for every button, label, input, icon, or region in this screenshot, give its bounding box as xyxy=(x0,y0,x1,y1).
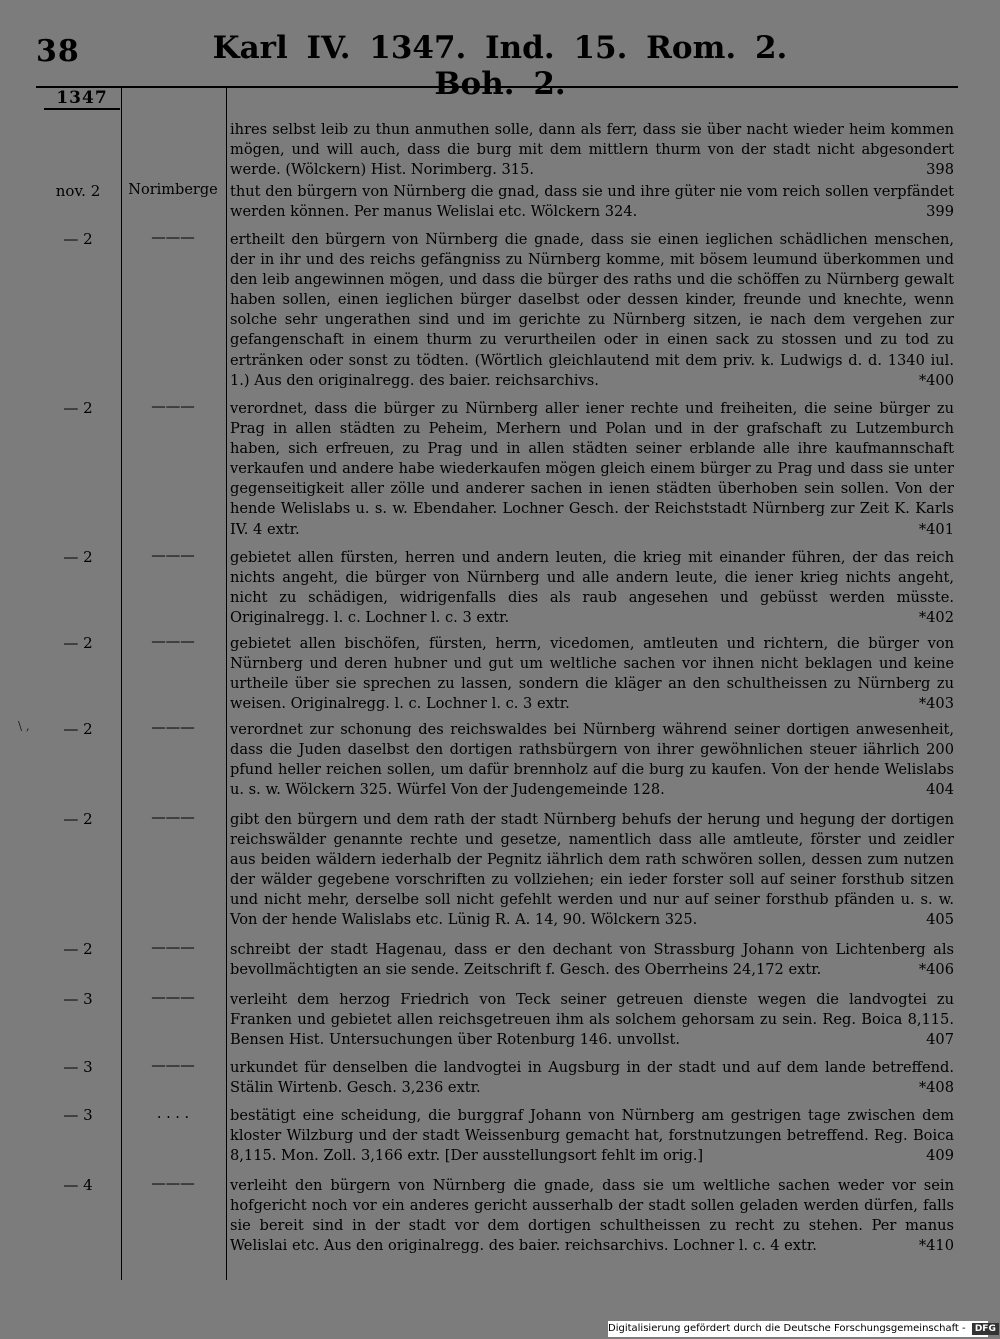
entry-date: — 2 xyxy=(63,940,93,958)
entry-text xyxy=(230,120,954,180)
entry-text xyxy=(230,1058,954,1098)
entry-text xyxy=(230,1106,954,1166)
page-header xyxy=(0,30,1000,102)
entry-date: — 4 xyxy=(63,1176,93,1194)
entry-number: *406 xyxy=(918,961,954,979)
entry-body: verleiht den bürgern von Nürnberg die gnade, dass sie um weltliche sachen weder vor sein hofgericht noch vor ein anderes gericht ausserhalb der stadt sollen geladen werden dürfen, falls sie bereit sind in der stadt vor dem dortigen schultheissen zu recht zu stehen. Per manus Welislai etc. Aus den originalregg. des baier. reichsarchivs. Lochner l. c. 4 extr. xyxy=(230,1177,954,1255)
entry-body: verordnet, dass die bürger zu Nürnberg aller iener rechte und freiheiten, die seine bürger zu Prag in allen städten zu Peheim, Merhern und Polan und in der grafschaft zu Lutzemburch haben, sich erfreuen, zu Prag und in allen städten seiner erblande alle ihre kaufmannschaft verkaufen und andere habe wiederkaufen mögen gleich einem bürger zu Prag und dass sie unter gegenseitigkeit aller zölle und anderer sachen in ienen städten überhoben sein sollen. Von der hende Welislabs u. s. w. Ebendaher. Lochner Gesch. der Reichststadt Nürnberg zur Zeit K. Karls IV. 4 extr. xyxy=(230,400,954,538)
year-label: 1347 xyxy=(44,88,120,110)
entry-body: urkundet für denselben die landvogtei in Augsburg in der stadt und auf dem lande betreffend. Stälin Wirtenb. Gesch. 3,236 extr. xyxy=(230,1059,954,1097)
entry-number: *401 xyxy=(918,520,954,538)
entry-number: 398 xyxy=(926,161,954,179)
entry-place: ——— xyxy=(151,810,195,826)
entry-place: ——— xyxy=(151,1058,195,1074)
entry-number: *410 xyxy=(918,1237,954,1255)
dfg-logo: DFG xyxy=(972,1323,999,1335)
entry-date: — 2 xyxy=(63,399,93,417)
entry-place: ——— xyxy=(151,990,195,1006)
entry-number: *403 xyxy=(918,695,954,713)
entry-body: schreibt der stadt Hagenau, dass er den dechant von Strassburg Johann von Lichtenberg als bevollmächtigten an sie sende. Zeitschrift f. Gesch. des Oberrheins 24,172 extr. xyxy=(230,941,954,979)
page-number: 38 xyxy=(36,34,80,69)
entry-text xyxy=(230,634,954,714)
entry-body: ertheilt den bürgern von Nürnberg die gnade, dass sie einen ieglichen schädlichen menschen, der in ihr und des reichs gefängniss zu Nürnberg komme, mit bösem leumund überkommen und den leib angewinnen mögen, und dass die bürger des raths und die schöffen zu Nürnberg gewalt haben sollen, einen ieglichen bürger daselbst oder dessen kinder, freunde und knechte, wenn solche sehr ungerathen sind und im gerichte zu Nürnberg sitzen, ie nach dem vergehen zur gefangenschaft in einem thurm zu verurtheilen oder in einen sack zu stossen und zu tod zu ertränken oder sonst zu tödten. (Wörtlich gleichlautend mit dem priv. k. Ludwigs d. d. 1340 iul. 1.) Aus den originalregg. des baier. reichsarchivs. xyxy=(230,231,954,389)
entry-number: *402 xyxy=(918,609,954,627)
entry-place: ——— xyxy=(151,940,195,956)
entry-date: nov. 2 xyxy=(55,182,101,200)
digitization-credit xyxy=(608,1321,996,1337)
entry-date: — 2 xyxy=(63,548,93,566)
entry-place: Norimberge xyxy=(128,182,218,198)
entry-number: 404 xyxy=(926,781,954,799)
header-rule xyxy=(36,86,958,88)
entry-body: verleiht dem herzog Friedrich von Teck seiner getreuen dienste wegen die landvogtei zu Franken und gebietet allen reichsgetreuen ihm als solchem gehorsam zu sein. Reg. Boica 8,115. Bensen Hist. Untersuchungen über Rotenburg 146. unvollst. xyxy=(230,991,954,1049)
entry-place: ——— xyxy=(151,230,195,246)
entry-body: gibt den bürgern und dem rath der stadt Nürnberg behufs der herung und hegung der dortigen reichswälder genannte rechte und gesetze, namentlich dass alle amtleute, förster und zeidler aus beiden wäldern iederhalb der Pegnitz iährlich dem rath schwören sollen, dessen zum nutzen der wälder gegebene vorschriften zu vollziehen; ein ieder forster soll auf seiner forsthub sitzen und nicht mehr, derselbe soll nicht gefehlt werden und nur auf seiner forsthub pfänden u. s. w. Von der hende Walislabs etc. Lünig R. A. 14, 90. Wölckern 325. xyxy=(230,811,954,929)
running-title: Karl IV. 1347. Ind. 15. Rom. 2. Boh. 2. xyxy=(212,30,788,102)
entry-date: — 2 xyxy=(63,230,93,248)
entry-body: gebietet allen fürsten, herren und andern leuten, die krieg mit einander führen, der das reich nichts angeht, die bürger von Nürnberg und alle andern leute, die iener krieg nichts angeht, nicht zu schädigen, widrigenfalls dies als raub angesehen und gebüsst werden müsste. Originalregg. l. c. Lochner l. c. 3 extr. xyxy=(230,549,954,627)
entry-text xyxy=(230,399,954,540)
entry-date: — 2 xyxy=(63,634,93,652)
credit-text: Digitalisierung gefördert durch die Deutsche Forschungsgemeinschaft - xyxy=(608,1323,966,1334)
entry-number: 407 xyxy=(926,1031,954,1049)
entry-text xyxy=(230,990,954,1050)
entry-number: 399 xyxy=(926,203,954,221)
entry-number: 409 xyxy=(926,1147,954,1165)
entry-body: thut den bürgern von Nürnberg die gnad, dass sie und ihre güter nie vom reich sollen verpfändet werden können. Per manus Welislai etc. Wölckern 324. xyxy=(230,183,954,221)
entry-date: — 2 xyxy=(63,810,93,828)
entry-text xyxy=(230,1176,954,1256)
entry-place: ——— xyxy=(151,720,195,736)
entry-text xyxy=(230,810,954,931)
margin-marks: \ , xyxy=(18,719,30,733)
entry-number: *408 xyxy=(918,1079,954,1097)
entry-place: ——— xyxy=(151,399,195,415)
entry-place: ——— xyxy=(151,1176,195,1192)
entry-body: gebietet allen bischöfen, fürsten, herrn, vicedomen, amtleuten und richtern, die bürger von Nürnberg und deren hubner und gut um weltliche sachen vor ihnen nicht beklagen und keine urtheile über sie sprechen zu lassen, sondern die kläger an den schultheissen zu Nürnberg zu weisen. Originalregg. l. c. Lochner l. c. 3 extr. xyxy=(230,635,954,713)
entry-number: *400 xyxy=(918,371,954,389)
column-divider-date xyxy=(121,88,122,1280)
entry-text xyxy=(230,230,954,391)
entry-place: . . . . xyxy=(156,1106,190,1122)
entry-text xyxy=(230,940,954,980)
entry-date: — 3 xyxy=(63,990,93,1008)
entry-date: — 3 xyxy=(63,1058,93,1076)
entry-body: bestätigt eine scheidung, die burggraf Johann von Nürnberg am gestrigen tage zwischen dem kloster Wilzburg und der stadt Weissenburg gemacht hat, forstnutzungen betreffend. Reg. Boica 8,115. Mon. Zoll. 3,166 extr. [Der ausstellungsort fehlt im orig.] xyxy=(230,1107,954,1165)
entry-place: ——— xyxy=(151,548,195,564)
entry-text xyxy=(230,548,954,628)
entry-text xyxy=(230,182,954,222)
entry-body: verordnet zur schonung des reichswaldes bei Nürnberg während seiner dortigen anwesenheit, dass die Juden daselbst den dortigen rathsbürgern von ihrer gewöhnlichen steuer iährlich 200 pfund heller reichen sollen, um dafür brennholz auf die burg zu kaufen. Von der hende Welislabs u. s. w. Wölckern 325. Würfel Von der Judengemeinde 128. xyxy=(230,721,954,799)
entry-date: — 2 xyxy=(63,720,93,738)
entry-text xyxy=(230,720,954,800)
entry-body: ihres selbst leib zu thun anmuthen solle, dann als ferr, dass sie über nacht wieder heim kommen mögen, und will auch, dass die burg mit dem mittlern thurm von der stadt nicht abgesondert werde. (Wölckern) Hist. Norimberg. 315. xyxy=(230,121,954,179)
column-divider-place xyxy=(226,88,227,1280)
entry-date: — 3 xyxy=(63,1106,93,1124)
entry-place: ——— xyxy=(151,634,195,650)
entry-number: 405 xyxy=(926,911,954,929)
